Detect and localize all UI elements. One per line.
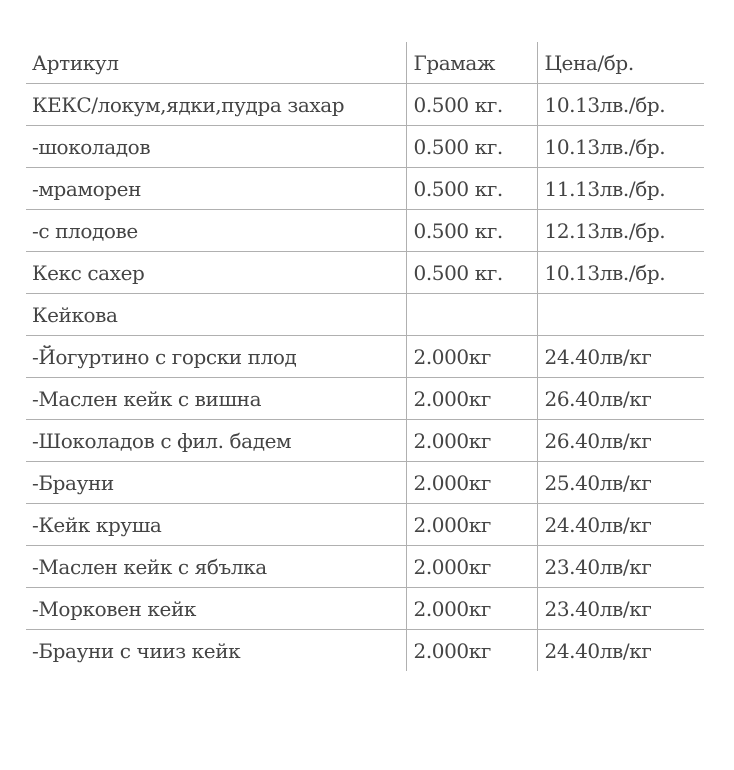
table-row (26, 378, 704, 420)
item-weight: 2.000кг (406, 462, 537, 504)
item-name: -Маслен кейк с вишна (26, 378, 406, 420)
table-row (26, 630, 704, 672)
item-name: -Морковен кейк (26, 588, 406, 630)
item-weight: 0.500 кг. (406, 252, 537, 294)
table-body (26, 84, 704, 672)
section-name: Кейкова (26, 294, 406, 336)
item-price: 24.40лв/кг (537, 630, 704, 672)
table-row (26, 84, 704, 126)
item-weight: 2.000кг (406, 378, 537, 420)
item-name: -Шоколадов с фил. бадем (26, 420, 406, 462)
item-weight: 2.000кг (406, 336, 537, 378)
item-price (537, 294, 704, 336)
item-weight: 2.000кг (406, 420, 537, 462)
item-weight: 0.500 кг. (406, 126, 537, 168)
table-header (26, 42, 704, 84)
item-price: 24.40лв/кг (537, 336, 704, 378)
item-price: 10.13лв./бр. (537, 84, 704, 126)
item-weight: 0.500 кг. (406, 84, 537, 126)
table-row (26, 252, 704, 294)
item-weight: 2.000кг (406, 546, 537, 588)
table-row (26, 336, 704, 378)
item-weight: 2.000кг (406, 630, 537, 672)
item-price: 25.40лв/кг (537, 462, 704, 504)
table-row (26, 168, 704, 210)
item-price: 12.13лв./бр. (537, 210, 704, 252)
item-weight: 0.500 кг. (406, 168, 537, 210)
item-name: -Маслен кейк с ябълка (26, 546, 406, 588)
item-weight: 2.000кг (406, 504, 537, 546)
header-row (26, 42, 704, 84)
table-row (26, 126, 704, 168)
header-price: Цена/бр. (537, 42, 704, 84)
header-weight: Грамаж (406, 42, 537, 84)
item-name: -с плодове (26, 210, 406, 252)
item-name: -мраморен (26, 168, 406, 210)
item-name: -Йогуртино с горски плод (26, 336, 406, 378)
item-price: 10.13лв./бр. (537, 126, 704, 168)
item-name: КЕКС/локум,ядки,пудра захар (26, 84, 406, 126)
item-name: Кекс сахер (26, 252, 406, 294)
table-row (26, 546, 704, 588)
item-name: -Брауни (26, 462, 406, 504)
table-row-section (26, 294, 704, 336)
item-weight: 0.500 кг. (406, 210, 537, 252)
header-item: Артикул (26, 42, 406, 84)
item-price: 26.40лв/кг (537, 378, 704, 420)
item-weight: 2.000кг (406, 588, 537, 630)
price-table (26, 42, 704, 671)
item-price: 26.40лв/кг (537, 420, 704, 462)
table-row (26, 420, 704, 462)
item-weight (406, 294, 537, 336)
item-price: 11.13лв./бр. (537, 168, 704, 210)
item-name: -Кейк круша (26, 504, 406, 546)
item-price: 24.40лв/кг (537, 504, 704, 546)
item-price: 10.13лв./бр. (537, 252, 704, 294)
item-price: 23.40лв/кг (537, 588, 704, 630)
table-row (26, 588, 704, 630)
item-name: -шоколадов (26, 126, 406, 168)
table-row (26, 462, 704, 504)
table-row (26, 210, 704, 252)
table-row (26, 504, 704, 546)
item-name: -Брауни с чииз кейк (32, 638, 241, 663)
item-price: 23.40лв/кг (537, 546, 704, 588)
